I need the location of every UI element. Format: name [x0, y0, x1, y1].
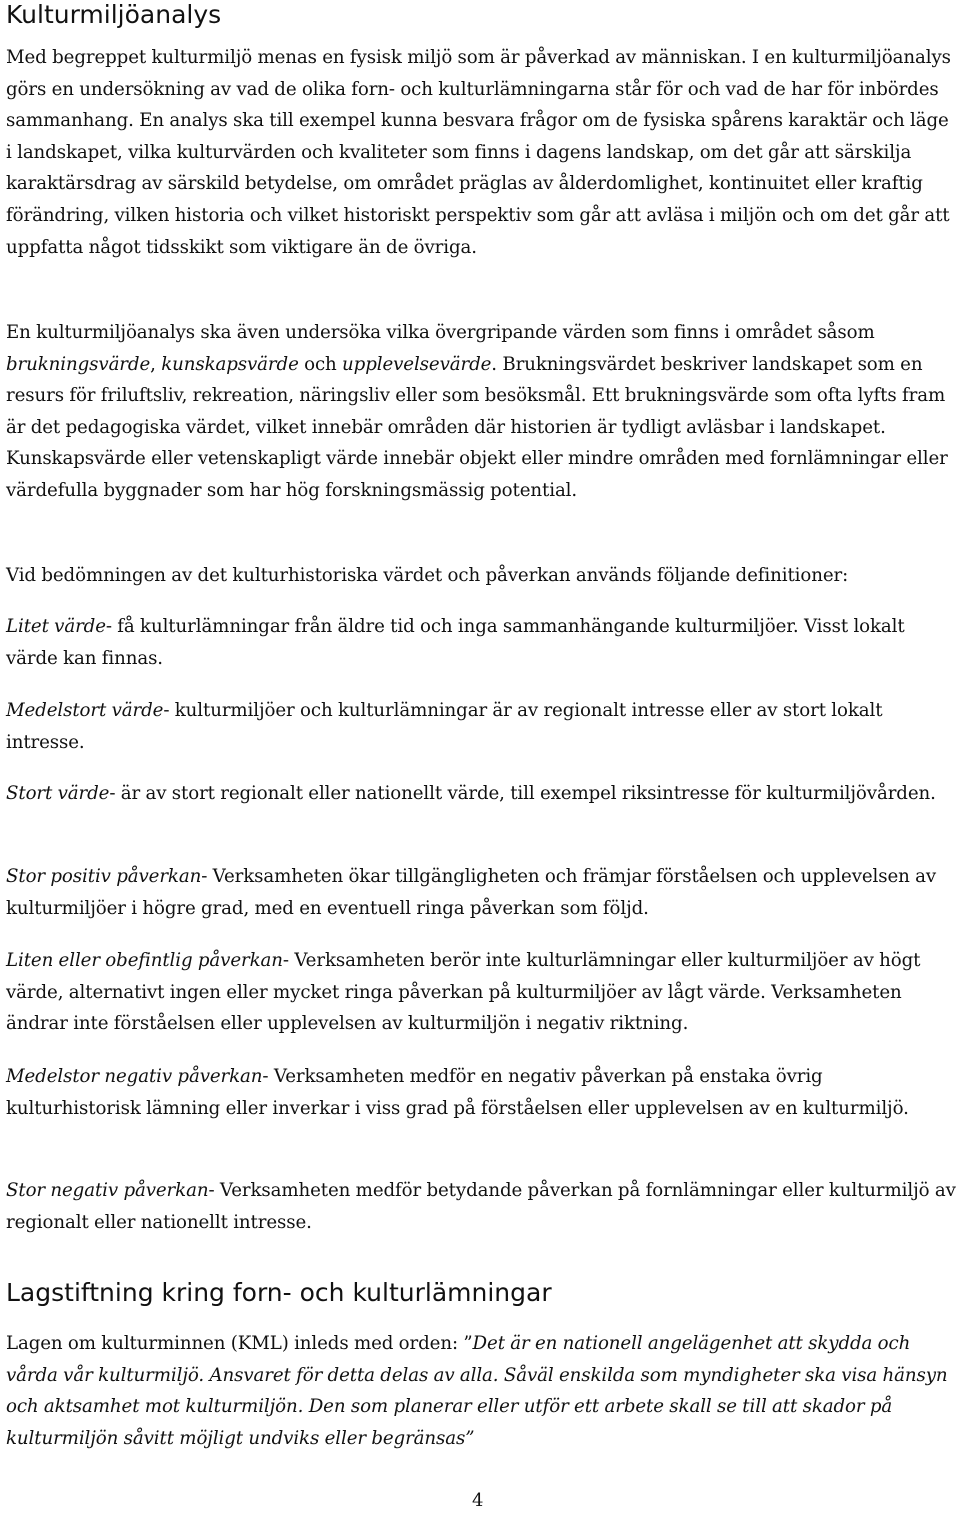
definition-item: Liten eller obefintlig påverkan- Verksamheten berör inte kulturlämningar eller kulturmiljöer av högt värde, alternativt ingen eller mycket ringa påverkan på kulturmiljöer av lågt värde. Verksamheten ändrar inte förståelsen eller upplevelsen av kulturmiljön i negativ riktning. [6, 950, 921, 1035]
section-heading-lagstiftning: Lagstiftning kring forn- och kulturlämningar [6, 1278, 552, 1307]
definitions-intro: Vid bedömningen av det kulturhistoriska värdet och påverkan används följande definitioner: [6, 565, 849, 586]
definition-item: Medelstor negativ påverkan- Verksamheten medför en negativ påverkan på enstaka övrig kulturhistorisk lämning eller inverkar i viss grad på förståelsen eller upplevelsen av en kulturmiljö. [6, 1066, 909, 1119]
definition-item: Stort värde- är av stort regionalt eller nationellt värde, till exempel riksintresse för kulturmiljövården. [6, 783, 936, 804]
definition-item: Medelstort värde- kulturmiljöer och kulturlämningar är av regionalt intresse eller av stort lokalt intresse. [6, 700, 883, 753]
law-paragraph: Lagen om kulturminnen (KML) inleds med orden: ”Det är en nationell angelägenhet att skydda och vårda vår kulturmiljö. Ansvaret för detta delas av alla. Såväl enskilda som myndigheter ska visa hänsyn och aktsamhet mot kulturmiljön. Den som planerar eller utför ett arbete skall se till att skador på kulturmiljön såvitt möjligt undviks eller begränsas” [6, 1333, 948, 1449]
page-number: 4 [472, 1490, 484, 1511]
values-paragraph: En kulturmiljöanalys ska även undersöka vilka övergripande värden som finns i området såsom brukningsvärde, kunskapsvärde och upplevelsevärde. Brukningsvärdet beskriver landskapet som en resurs för friluftsliv, rekreation, näringsliv eller som besöksmål. Ett brukningsvärde som ofta lyfts fram är det pedagogiska värdet, vilket innebär områden där historien är tydligt avläsbar i landskapet. Kunskapsvärde eller vetenskapligt värde innebär objekt eller mindre områden med fornlämningar eller värdefulla byggnader som har hög forskningsmässig potential. [6, 322, 948, 501]
definition-item: Stor negativ påverkan- Verksamheten medför betydande påverkan på fornlämningar eller kulturmiljö av regionalt eller nationellt intresse. [6, 1180, 956, 1233]
section-heading-kulturmiljoanalys: Kulturmiljöanalys [6, 0, 222, 29]
intro-paragraph: Med begreppet kulturmiljö menas en fysisk miljö som är påverkad av människan. I en kulturmiljöanalys görs en undersökning av vad de olika forn- och kulturlämningarna står för och vad de har för inbördes sammanhang. En analys ska till exempel kunna besvara frågor om de fysiska spårens karaktär och läge i landskapet, vilka kulturvärden och kvaliteter som finns i dagens landskap, om det går att särskilja karaktärsdrag av särskild betydelse, om området präglas av ålderdomlighet, kontinuitet eller kraftig förändring, vilken historia och vilket historiskt perspektiv som går att avläsa i miljön och om det går att uppfatta något tidsskikt som viktigare än de övriga. [6, 47, 951, 258]
definition-item: Litet värde- få kulturlämningar från äldre tid och inga sammanhängande kulturmiljöer. Visst lokalt värde kan finnas. [6, 616, 905, 669]
definition-item: Stor positiv påverkan- Verksamheten ökar tillgängligheten och främjar förståelsen och upplevelsen av kulturmiljöer i högre grad, med en eventuell ringa påverkan som följd. [6, 866, 937, 919]
